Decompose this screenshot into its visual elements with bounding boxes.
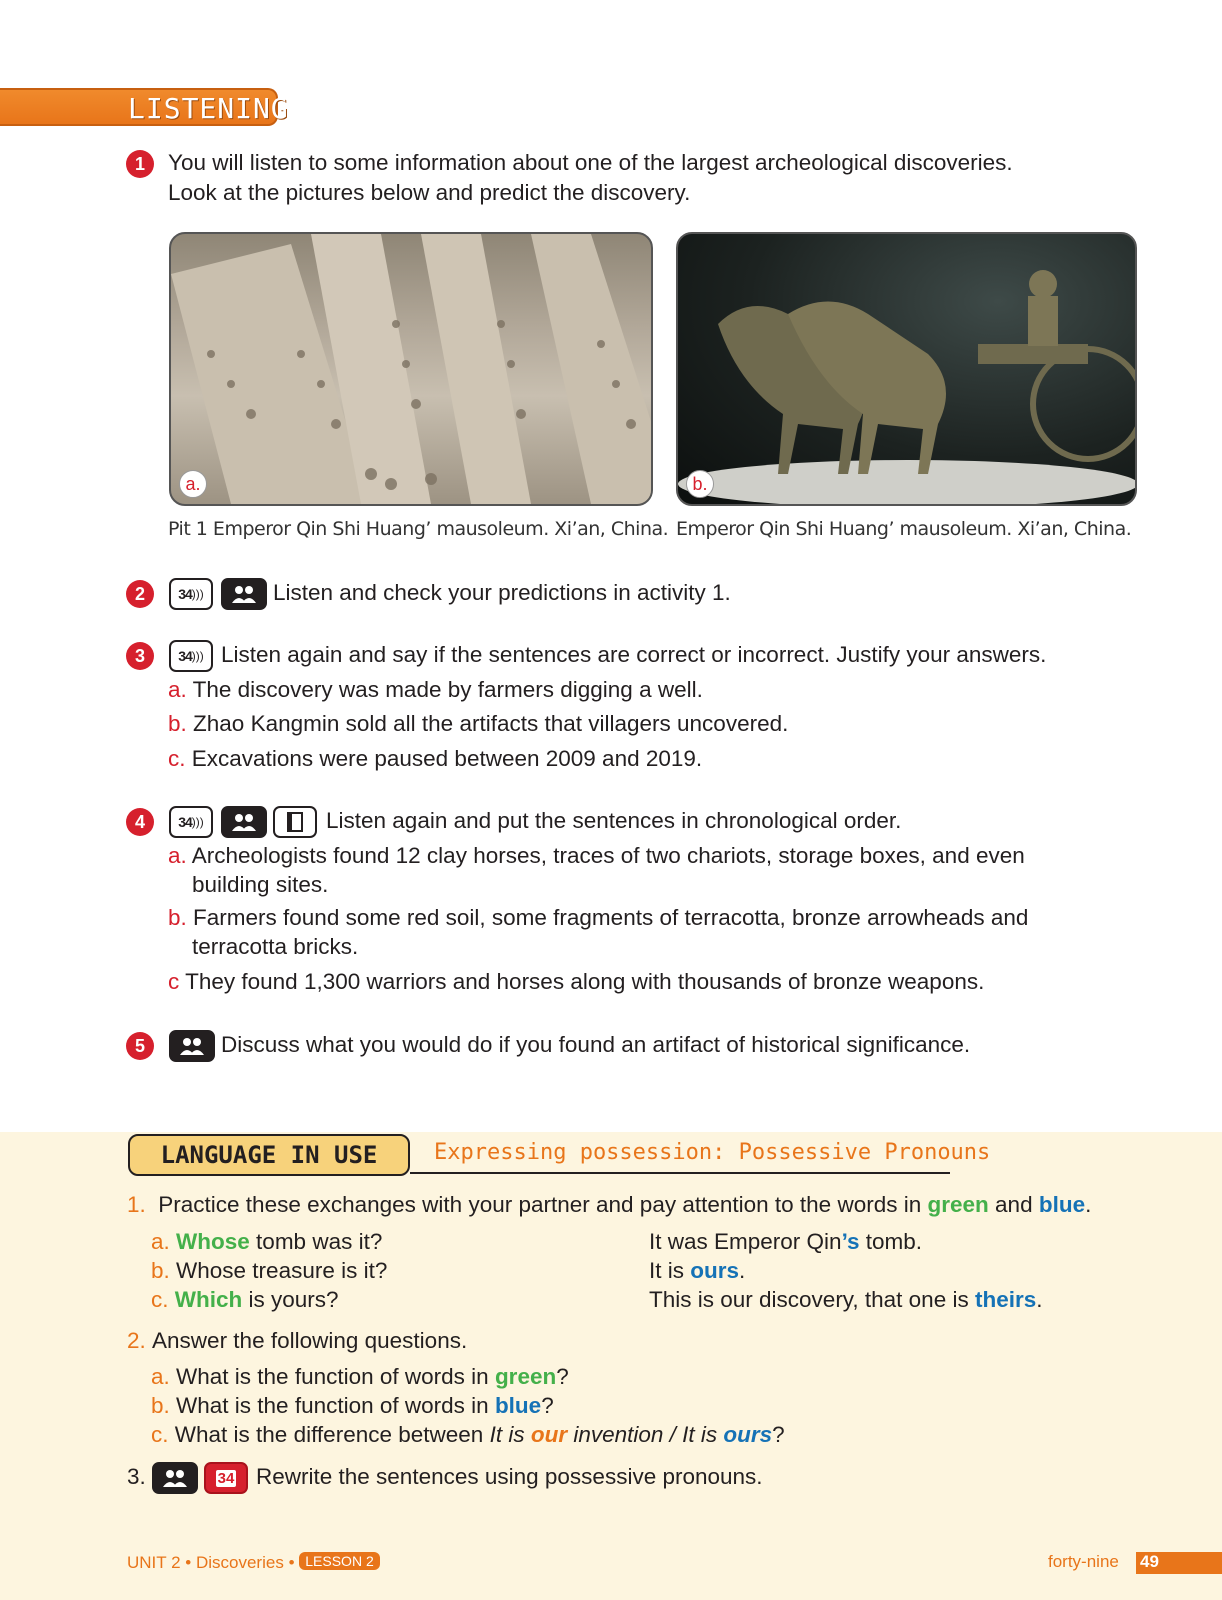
photo-tag-a: a. — [179, 470, 207, 498]
section-tab — [0, 88, 289, 126]
footer-unit: UNIT 2 • Discoveries • LESSON 2 — [127, 1552, 380, 1573]
liu-question-1: 1. Practice these exchanges with your partner and pay attention to the words in green and blue. — [127, 1192, 1092, 1217]
activity-3-text: Listen again and say if the sentences are correct or incorrect. Justify your answers. — [221, 642, 1047, 667]
liu-question-2c: c. What is the difference between It is our invention / It is ours? — [151, 1422, 785, 1447]
list-item: c. Excavations were paused between 2009 and 2019. — [168, 746, 703, 771]
exchange-answer-b: It is ours. — [649, 1258, 746, 1283]
audio-track-number: 34 — [178, 648, 192, 664]
list-item-continuation: terracotta bricks. — [192, 934, 359, 959]
activity-number: 2 — [126, 580, 154, 608]
language-in-use-subtitle: Expressing possession: Possessive Pronouns — [434, 1140, 991, 1165]
activity-number: 4 — [126, 808, 154, 836]
pair-work-icon — [152, 1462, 198, 1494]
language-in-use-tab: LANGUAGE IN USE — [128, 1134, 410, 1176]
pair-work-icon — [169, 1030, 215, 1062]
liu-question-2: 2. Answer the following questions. — [127, 1328, 468, 1353]
calendar-number: 34 — [217, 1469, 235, 1487]
list-item: b. Zhao Kangmin sold all the artifacts that villagers uncovered. — [168, 711, 789, 736]
calendar-icon — [204, 1462, 248, 1494]
list-item: b. Farmers found some red soil, some fragments of terracotta, bronze arrowheads and — [168, 905, 1029, 930]
activity-5-text: Discuss what you would do if you found an artifact of historical significance. — [221, 1032, 971, 1057]
activity-number: 5 — [126, 1032, 154, 1060]
liu-question-2a: a. What is the function of words in green? — [151, 1364, 569, 1389]
activity-number: 1 — [126, 150, 154, 178]
audio-track-number: 34 — [178, 586, 192, 602]
lesson-badge: LESSON 2 — [299, 1552, 379, 1570]
section-title: LISTENING — [128, 92, 289, 125]
audio-track-number: 34 — [178, 814, 192, 830]
list-item: c They found 1,300 warriors and horses along with thousands of bronze weapons. — [168, 969, 985, 994]
subtitle-underline — [410, 1172, 950, 1174]
pair-work-icon — [221, 806, 267, 838]
footer-page-word: forty-nine — [1048, 1552, 1119, 1571]
photo-caption-a: Pit 1 Emperor Qin Shi Huang’ mausoleum. Xi’an, China. — [168, 518, 669, 540]
exchange-answer-c: This is our discovery, that one is theirs. — [649, 1287, 1043, 1312]
photo-tag-b: b. — [686, 470, 714, 498]
pair-work-icon — [221, 578, 267, 610]
audio-track-icon[interactable]: 34 ))) — [169, 578, 213, 610]
activity-1-line-1: You will listen to some information about one of the largest archeological discoveries. — [168, 150, 1013, 175]
liu-question-3-text: Rewrite the sentences using possessive pronouns. — [256, 1464, 763, 1489]
notebook-icon — [273, 806, 317, 838]
list-item-continuation: building sites. — [192, 872, 329, 897]
photo-caption-b: Emperor Qin Shi Huang’ mausoleum. Xi’an, China. — [676, 518, 1132, 540]
photo-terracotta-pit — [169, 232, 653, 506]
activity-4-text: Listen again and put the sentences in chronological order. — [326, 808, 902, 833]
exchange-question-b: b. Whose treasure is it? — [151, 1258, 388, 1283]
liu-question-3-number: 3. — [127, 1464, 146, 1489]
exchange-question-a: a. Whose tomb was it? — [151, 1229, 383, 1254]
exchange-answer-a: It was Emperor Qin’s tomb. — [649, 1229, 923, 1254]
list-item: a. The discovery was made by farmers digging a well. — [168, 677, 703, 702]
list-item: a. Archeologists found 12 clay horses, traces of two chariots, storage boxes, and even — [168, 843, 1025, 868]
audio-track-icon[interactable]: 34 ))) — [169, 806, 213, 838]
liu-question-2b: b. What is the function of words in blue? — [151, 1393, 554, 1418]
audio-track-icon[interactable]: 34 ))) — [169, 640, 213, 672]
page-number: 49 — [1136, 1552, 1222, 1574]
activity-number: 3 — [126, 642, 154, 670]
exchange-question-c: c. Which is yours? — [151, 1287, 339, 1312]
photo-bronze-chariot — [676, 232, 1137, 506]
activity-2-text: Listen and check your predictions in activity 1. — [273, 580, 731, 605]
activity-1-line-2: Look at the pictures below and predict the discovery. — [168, 180, 691, 205]
